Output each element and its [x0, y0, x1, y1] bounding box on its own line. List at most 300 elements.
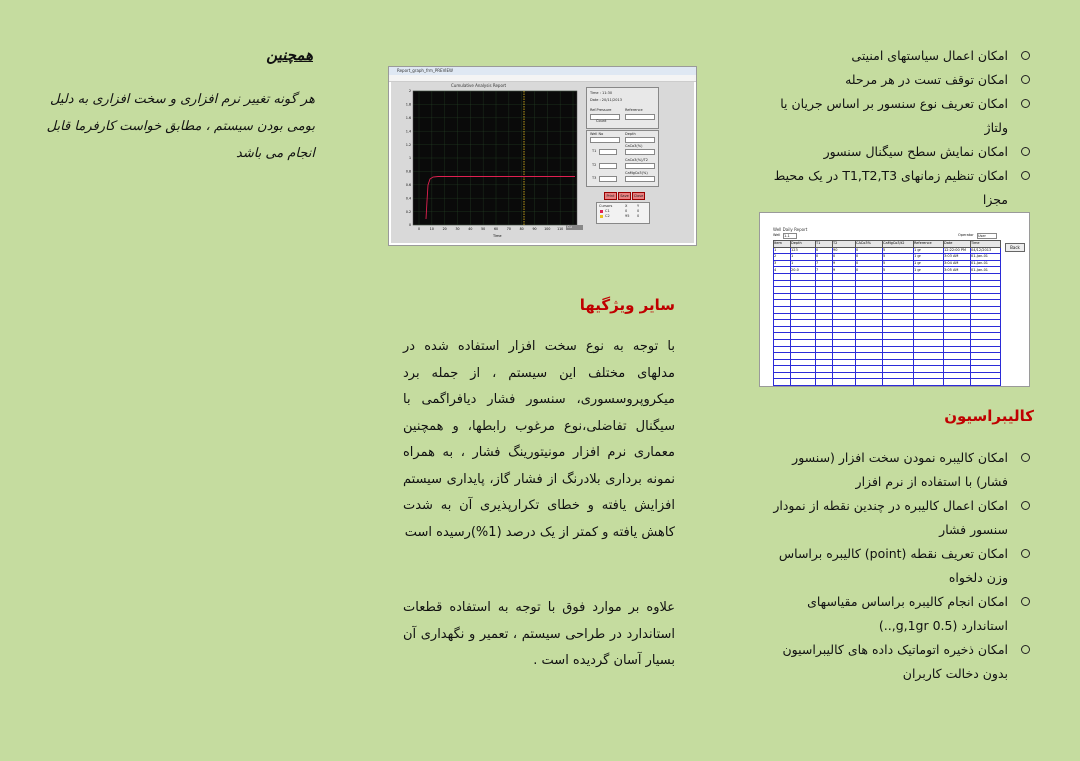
table-row[interactable]	[774, 366, 1001, 373]
caco3-label: CaCo3(%)	[625, 144, 643, 148]
list-item: امکان کالیبره نمودن سخت افزار (سنسور فشار) با استفاده از نرم افزار	[760, 446, 1032, 494]
table-row[interactable]	[774, 320, 1001, 327]
security-features-list	[760, 44, 1032, 212]
table-cell	[833, 326, 856, 333]
table-cell	[833, 359, 856, 366]
table-cell	[944, 320, 971, 327]
x-tick-label: 80	[519, 227, 524, 231]
well-no-field[interactable]	[590, 137, 620, 143]
table-cell	[914, 372, 944, 379]
c1-y: 0	[637, 209, 640, 213]
c1-x: 0	[625, 209, 628, 213]
other-features-paragraph: با توجه به نوع سخت افزار استفاده شده در مدلهای مختلف این سیستم ، از جمله برد میکروپروسسوری، سنسور فشار دیافراگمی با سیگنال تفاضلی،نوع مرغوب رابطها، و همچنین معماری نرم افزار مونیتورینگ فشار ، به همراه نمونه برداری بلادرنگ از فشار گاز، پایداری سیستم افزایش یافته و خطای تکرارپذیری آن به شدت کاهش یافته و کمتر از یک درصد (1%)رسیده است	[403, 339, 675, 540]
y-tick-label: 0.4	[405, 196, 411, 201]
table-cell	[774, 293, 791, 300]
table-cell: 5	[883, 260, 914, 267]
table-cell	[856, 333, 883, 340]
table-cell	[914, 320, 944, 327]
table-cell	[883, 300, 914, 307]
table-cell: 7	[816, 267, 833, 274]
table-cell	[791, 353, 816, 360]
daily-report-screenshot	[759, 212, 1030, 387]
list-item: امکان اعمال سیاستهای امنیتی	[760, 44, 1032, 68]
pressure-graph	[393, 89, 583, 239]
table-cell	[816, 326, 833, 333]
table-cell	[883, 386, 914, 387]
table-row[interactable]	[774, 287, 1001, 294]
table-cell	[944, 293, 971, 300]
y-tick-label: 1.4	[405, 129, 411, 134]
c2-name: C2	[605, 214, 610, 218]
table-cell	[883, 326, 914, 333]
calibration-column	[760, 446, 1032, 686]
list-item: امکان تعریف نوع سنسور بر اساس جریان یا ولتاژ	[760, 92, 1032, 140]
table-cell	[883, 333, 914, 340]
caco3-field[interactable]	[625, 149, 655, 155]
table-cell	[833, 379, 856, 386]
table-cell	[883, 372, 914, 379]
table-cell	[856, 313, 883, 320]
table-cell	[944, 359, 971, 366]
table-cell	[833, 320, 856, 327]
table-cell	[944, 306, 971, 313]
table-cell	[833, 346, 856, 353]
table-cell: 0	[816, 247, 833, 254]
daily-report-table	[773, 240, 1001, 387]
table-cell	[774, 320, 791, 327]
column-header: Depth	[791, 241, 816, 248]
table-row[interactable]	[774, 293, 1001, 300]
other-features-heading: سایر ویژگیها	[579, 296, 675, 314]
table-cell: 0	[833, 254, 856, 261]
c2-x: 95	[625, 214, 630, 218]
x-tick-label: 0	[417, 227, 421, 231]
table-cell: 01-Jan-01	[971, 254, 1001, 261]
table-cell	[791, 306, 816, 313]
table-cell: 5	[883, 247, 914, 254]
table-cell	[883, 339, 914, 346]
table-cell	[883, 313, 914, 320]
table-cell	[914, 313, 944, 320]
table-cell	[971, 366, 1001, 373]
y-tick-label: 1.8	[405, 102, 411, 107]
table-cell: 12:22:00 PM	[944, 247, 971, 254]
table-cell	[816, 333, 833, 340]
table-cell	[816, 313, 833, 320]
table-cell	[816, 353, 833, 360]
table-row[interactable]	[774, 267, 1001, 274]
table-cell	[856, 366, 883, 373]
table-cell	[816, 366, 833, 373]
table-cell	[856, 339, 883, 346]
table-row[interactable]	[774, 254, 1001, 261]
table-cell	[856, 320, 883, 327]
x-tick-label: 20	[442, 227, 447, 231]
ref-pressure-label: Ref.Pressure	[590, 108, 612, 112]
table-cell	[816, 273, 833, 280]
table-cell	[774, 273, 791, 280]
table-cell	[971, 273, 1001, 280]
table-cell: 3:05 AM	[944, 267, 971, 274]
table-cell	[883, 280, 914, 287]
y-tick-label: 0.2	[405, 209, 411, 214]
table-cell	[816, 280, 833, 287]
table-cell	[914, 386, 944, 387]
table-cell: 20.0	[791, 267, 816, 274]
table-cell	[883, 359, 914, 366]
table-cell	[791, 320, 816, 327]
table-cell	[944, 386, 971, 387]
table-cell: 1 gr	[914, 260, 944, 267]
table-cell	[833, 339, 856, 346]
back-button[interactable]: Back	[1005, 243, 1025, 252]
column-header: Time	[971, 241, 1001, 248]
table-cell	[774, 313, 791, 320]
caco3-t2-label: CaCo3(%)/T2	[625, 158, 649, 162]
table-cell	[833, 366, 856, 373]
table-cell	[791, 339, 816, 346]
table-cell	[774, 339, 791, 346]
table-cell	[791, 379, 816, 386]
table-cell	[833, 306, 856, 313]
c1-color-icon	[600, 210, 603, 213]
table-cell	[944, 346, 971, 353]
x-axis-label: Time	[493, 234, 502, 238]
table-cell	[914, 333, 944, 340]
table-cell	[914, 287, 944, 294]
table-cell: 0	[816, 254, 833, 261]
column-header: Date	[944, 241, 971, 248]
table-cell	[816, 379, 833, 386]
table-cell	[914, 339, 944, 346]
window-title-bar: Report_graph_frm_PREVIEW	[389, 67, 696, 75]
table-cell	[914, 306, 944, 313]
x-tick-label: 40	[468, 227, 473, 231]
table-cell: 1 gr	[914, 267, 944, 274]
table-cell: 1	[791, 260, 816, 267]
x-tick-label: 70	[506, 227, 511, 231]
table-cell	[944, 333, 971, 340]
table-cell: 5	[883, 267, 914, 274]
reference-label: Reference	[625, 108, 643, 112]
table-cell	[791, 293, 816, 300]
table-cell	[856, 372, 883, 379]
t1-label: T1	[592, 149, 597, 153]
table-cell	[774, 346, 791, 353]
cursor-panel	[596, 202, 650, 224]
table-cell	[791, 280, 816, 287]
list-item: امکان انجام کالیبره براساس مقیاسهای استاندارد (0.5 g,1gr,..)	[760, 590, 1032, 638]
menu-bar	[389, 75, 696, 82]
table-cell	[816, 339, 833, 346]
table-cell	[816, 300, 833, 307]
depth-field[interactable]	[625, 137, 655, 143]
x-tick-label: 50	[481, 227, 486, 231]
table-cell	[816, 386, 833, 387]
table-row[interactable]	[774, 359, 1001, 366]
well-field[interactable]: 1-1	[783, 233, 797, 239]
table-cell	[833, 293, 856, 300]
column-header: CACo3%	[856, 241, 883, 248]
table-cell	[833, 372, 856, 379]
table-row[interactable]	[774, 260, 1001, 267]
table-cell	[883, 273, 914, 280]
table-cell	[971, 339, 1001, 346]
table-cell	[774, 386, 791, 387]
table-cell	[944, 372, 971, 379]
y-col-label: Y	[637, 204, 640, 208]
t1-field[interactable]	[599, 149, 617, 155]
well-panel	[586, 130, 659, 187]
table-row[interactable]	[774, 300, 1001, 307]
y-tick-label: 2	[408, 89, 411, 94]
table-cell	[971, 379, 1001, 386]
table-cell	[856, 379, 883, 386]
table-row[interactable]	[774, 306, 1001, 313]
table-cell: 01-Jan-01	[971, 267, 1001, 274]
y-tick-label: 1.2	[405, 142, 411, 147]
table-cell	[856, 326, 883, 333]
table-cell: 04/12/2013	[971, 247, 1001, 254]
table-cell	[856, 287, 883, 294]
c2-color-icon	[600, 215, 603, 218]
t3-field[interactable]	[599, 176, 617, 182]
y-tick-label: 0.6	[405, 183, 411, 187]
table-cell	[883, 306, 914, 313]
table-cell	[816, 306, 833, 313]
table-row[interactable]	[774, 273, 1001, 280]
table-row[interactable]	[774, 372, 1001, 379]
table-cell: 1 gr	[914, 247, 944, 254]
list-item: امکان تنظیم زمانهای T1,T2,T3 در یک محیط مجزا	[760, 164, 1032, 212]
reference-field[interactable]	[625, 114, 655, 120]
table-cell	[971, 386, 1001, 387]
x-col-label: X	[625, 204, 628, 208]
table-cell	[971, 293, 1001, 300]
table-cell: 3:04 AM	[944, 260, 971, 267]
table-row[interactable]	[774, 386, 1001, 387]
table-cell	[971, 287, 1001, 294]
table-cell	[774, 280, 791, 287]
table-cell	[774, 333, 791, 340]
table-row[interactable]	[774, 313, 1001, 320]
maintenance-paragraph: علاوه بر موارد فوق با توجه به استفاده قطعات استاندارد در طراحی سیستم ، تعمیر و نگهداری آن بسیار آسان گردیده است .	[403, 600, 675, 668]
table-cell	[944, 280, 971, 287]
table-cell	[914, 379, 944, 386]
chart-title: Cumulative Analysis Report	[451, 83, 507, 88]
table-cell	[791, 326, 816, 333]
date-label: Date : 20/11/2013	[590, 98, 622, 102]
list-item: امکان توقف تست در هر مرحله	[760, 68, 1032, 92]
table-cell	[883, 353, 914, 360]
table-cell	[944, 287, 971, 294]
time-label: Time : 11:30	[590, 91, 613, 95]
table-cell	[914, 359, 944, 366]
table-row[interactable]	[774, 346, 1001, 353]
y-tick-label: 1	[408, 156, 411, 161]
x-tick-label: 90	[532, 227, 537, 231]
table-row[interactable]	[774, 339, 1001, 346]
table-cell	[971, 306, 1001, 313]
table-cell: 1	[774, 247, 791, 254]
column-header: CaMgCo3/t2	[883, 241, 914, 248]
table-cell: 1 gr	[914, 254, 944, 261]
table-cell	[774, 300, 791, 307]
table-cell: 1	[791, 254, 816, 261]
y-tick-label: 0	[408, 223, 411, 228]
customization-text: هر گونه تغییر نرم افزاری و سخت افزاری به دلیل بومی بودن سیستم ، مطابق خواست کارفرما قابل انجام می باشد	[46, 92, 315, 161]
table-cell	[971, 333, 1001, 340]
table-cell	[833, 273, 856, 280]
table-cell	[774, 326, 791, 333]
graph-window-body	[391, 82, 694, 243]
operator-label: Operator	[958, 233, 974, 237]
table-cell	[816, 359, 833, 366]
calibration-list	[760, 446, 1032, 686]
table-cell: 4	[774, 267, 791, 274]
column-header: T2	[833, 241, 856, 248]
depth-label: Depth	[625, 132, 636, 136]
x-tick-label: 60	[493, 227, 499, 231]
table-row[interactable]	[774, 379, 1001, 386]
x-tick-label: 100	[544, 227, 551, 231]
table-cell	[816, 287, 833, 294]
table-cell	[944, 326, 971, 333]
table-cell	[914, 346, 944, 353]
t2-label: T2	[592, 163, 597, 167]
table-cell: 0	[856, 260, 883, 267]
table-cell	[944, 339, 971, 346]
table-row[interactable]	[774, 333, 1001, 340]
table-cell	[774, 306, 791, 313]
table-cell: 123	[791, 247, 816, 254]
table-cell	[914, 353, 944, 360]
table-cell: 7	[816, 260, 833, 267]
table-cell	[833, 353, 856, 360]
right-column	[760, 44, 1032, 212]
table-cell: 5	[883, 254, 914, 261]
table-cell	[816, 320, 833, 327]
table-cell	[944, 313, 971, 320]
table-cell	[914, 273, 944, 280]
table-cell	[883, 320, 914, 327]
table-row[interactable]	[774, 353, 1001, 360]
table-cell	[833, 386, 856, 387]
table-cell	[971, 313, 1001, 320]
table-cell	[971, 359, 1001, 366]
table-cell	[856, 306, 883, 313]
table-cell	[883, 366, 914, 373]
table-cell	[833, 300, 856, 307]
table-cell	[944, 379, 971, 386]
table-cell	[791, 313, 816, 320]
table-row[interactable]	[774, 247, 1001, 254]
table-cell	[774, 287, 791, 294]
table-cell	[791, 359, 816, 366]
table-cell: 9	[833, 260, 856, 267]
table-cell	[856, 359, 883, 366]
list-item: امکان ذخیره اتوماتیک داده های کالیبراسیون بدون دخالت کاربران	[760, 638, 1032, 686]
save-button[interactable]: Save	[618, 192, 631, 200]
table-cell	[914, 293, 944, 300]
table-cell	[971, 280, 1001, 287]
table-cell	[791, 287, 816, 294]
table-cell	[774, 366, 791, 373]
print-button[interactable]: Print	[604, 192, 617, 200]
table-cell	[914, 300, 944, 307]
cursor-select[interactable]: Cu	[566, 225, 583, 230]
info-panel	[586, 87, 659, 129]
camgco3-field[interactable]	[625, 176, 655, 182]
table-cell	[944, 300, 971, 307]
y-tick-label: 1.6	[405, 116, 411, 120]
table-cell	[833, 280, 856, 287]
table-cell: 0	[856, 247, 883, 254]
table-cell	[914, 366, 944, 373]
table-row[interactable]	[774, 326, 1001, 333]
caco3-t2-field[interactable]	[625, 163, 655, 169]
x-tick-label: 30	[455, 227, 460, 231]
table-cell	[971, 372, 1001, 379]
table-cell	[774, 372, 791, 379]
list-item: امکان نمایش سطح سیگنال سنسور	[760, 140, 1032, 164]
table-row[interactable]	[774, 280, 1001, 287]
table-cell	[856, 386, 883, 387]
also-heading: همچنین	[266, 46, 313, 64]
table-cell	[971, 300, 1001, 307]
camgco3-label: CaMgCo3(%)	[625, 171, 648, 175]
cursor-label: Cursors	[599, 204, 613, 208]
table-cell: 0	[856, 267, 883, 274]
c2-y: 0	[637, 214, 640, 218]
table-cell: 9	[833, 267, 856, 274]
table-cell	[791, 372, 816, 379]
close-button[interactable]: Close	[633, 194, 644, 198]
table-cell	[883, 287, 914, 294]
table-cell	[971, 353, 1001, 360]
table-cell	[944, 366, 971, 373]
table-cell	[944, 353, 971, 360]
y-tick-label: 0.8	[405, 169, 411, 174]
calibration-heading: کالیبراسیون	[944, 407, 1034, 425]
list-item: امکان اعمال کالیبره در چندین نقطه از نمودار سنسور فشار	[760, 494, 1032, 542]
window-title: Well Daily Report	[773, 227, 808, 232]
table-cell: 01-Jan-01	[971, 260, 1001, 267]
table-cell	[856, 280, 883, 287]
table-cell: 90	[833, 247, 856, 254]
table-cell	[791, 273, 816, 280]
graph-report-screenshot	[388, 66, 697, 246]
operator-field[interactable]: User	[977, 233, 997, 239]
table-cell: 2	[774, 254, 791, 261]
table-cell	[816, 372, 833, 379]
table-cell	[774, 359, 791, 366]
table-cell	[971, 320, 1001, 327]
table-cell	[914, 280, 944, 287]
x-tick-label: 10	[429, 227, 434, 231]
t2-field[interactable]	[599, 163, 617, 169]
table-cell	[791, 300, 816, 307]
table-cell	[856, 273, 883, 280]
table-cell: 3:03 AM	[944, 254, 971, 261]
table-cell	[944, 273, 971, 280]
t3-label: T3	[592, 176, 597, 180]
table-cell	[971, 346, 1001, 353]
table-cell	[774, 379, 791, 386]
table-cell	[791, 366, 816, 373]
well-label: Well	[773, 233, 781, 237]
table-cell	[883, 346, 914, 353]
